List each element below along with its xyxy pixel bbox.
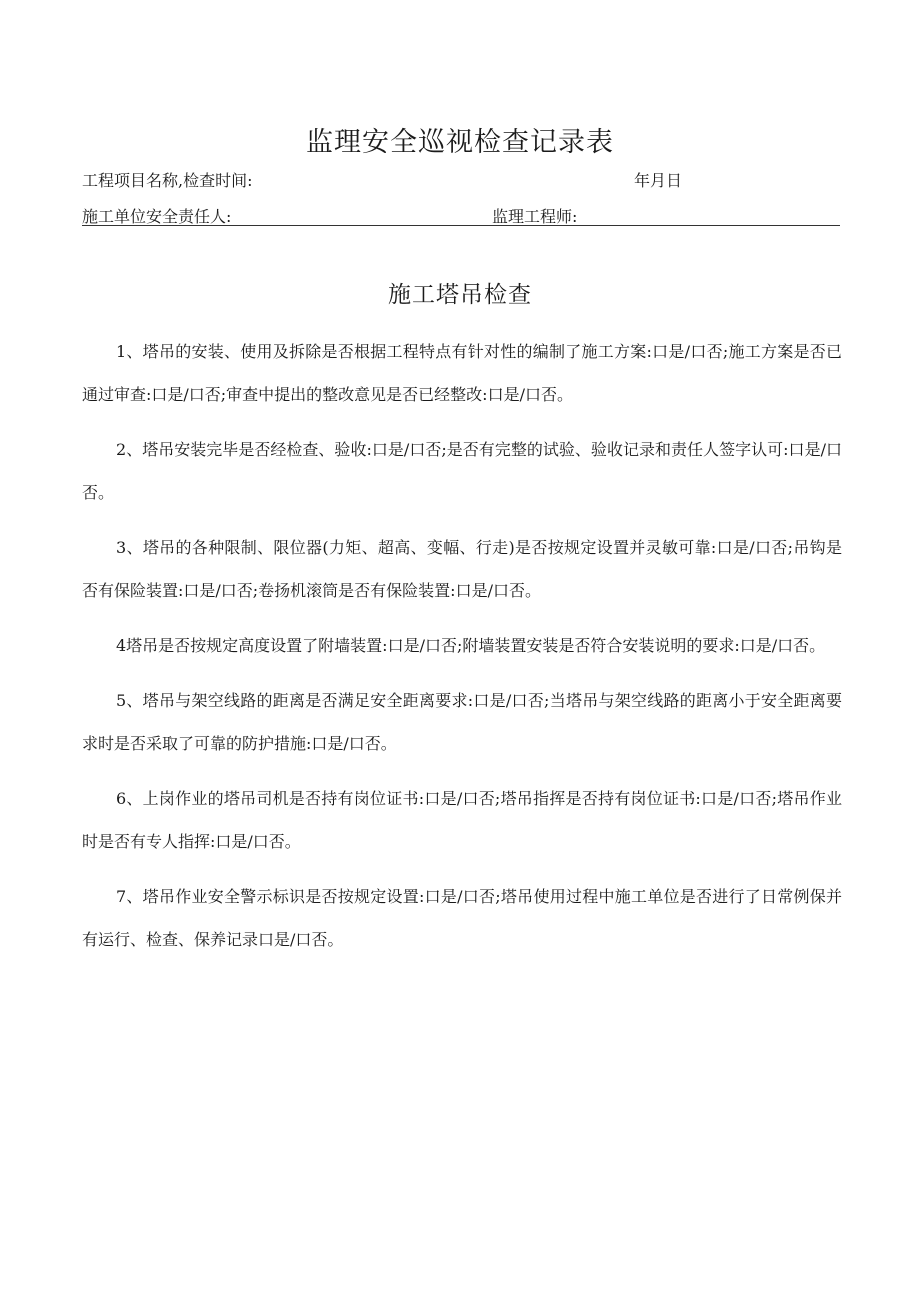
checklist-item-6: 6、上岗作业的塔吊司机是否持有岗位证书:口是/口否;塔吊指挥是否持有岗位证书:口是/口否;塔吊作业时是否有专人指挥:口是/口否。 [82,789,842,851]
checklist-item-4: 4塔吊是否按规定高度设置了附墙装置:口是/口否;附墙装置安装是否符合安装说明的要求:口是/口否。 [116,636,826,655]
checklist-item-7: 7、塔吊作业安全警示标识是否按规定设置:口是/口否;塔吊使用过程中施工单位是否进行了日常例保并有运行、检查、保养记录口是/口否。 [82,887,842,949]
checklist-item-1: 1、塔吊的安装、使用及拆除是否根据工程特点有针对性的编制了施工方案:口是/口否;施工方案是否已通过审查:口是/口否;审查中提出的整改意见是否已经整改:口是/口否。 [82,342,842,404]
contractor-safety-officer-label: 施工单位安全责任人: [82,207,232,226]
header-divider [82,225,840,226]
checklist-item-3: 3、塔吊的各种限制、限位器(力矩、超高、变幅、行走)是否按规定设置并灵敏可靠:口是/口否;吊钩是否有保险装置:口是/口否;卷扬机滚筒是否有保险装置:口是/口否。 [82,538,842,600]
date-label: 年月日 [634,171,683,190]
project-name-label: 工程项目名称,检查时间: [82,171,253,190]
document-title: 监理安全巡视检查记录表 [306,127,614,158]
supervising-engineer-label: 监理工程师: [492,207,578,226]
checklist [82,330,842,973]
checklist-item-5: 5、塔吊与架空线路的距离是否满足安全距离要求:口是/口否;当塔吊与架空线路的距离小于安全距离要求时是否采取了可靠的防护措施:口是/口否。 [82,691,842,753]
checklist-item-2: 2、塔吊安装完毕是否经检查、验收:口是/口否;是否有完整的试验、验收记录和责任人签字认可:口是/口否。 [82,440,842,502]
section-title: 施工塔吊检查 [388,282,532,308]
